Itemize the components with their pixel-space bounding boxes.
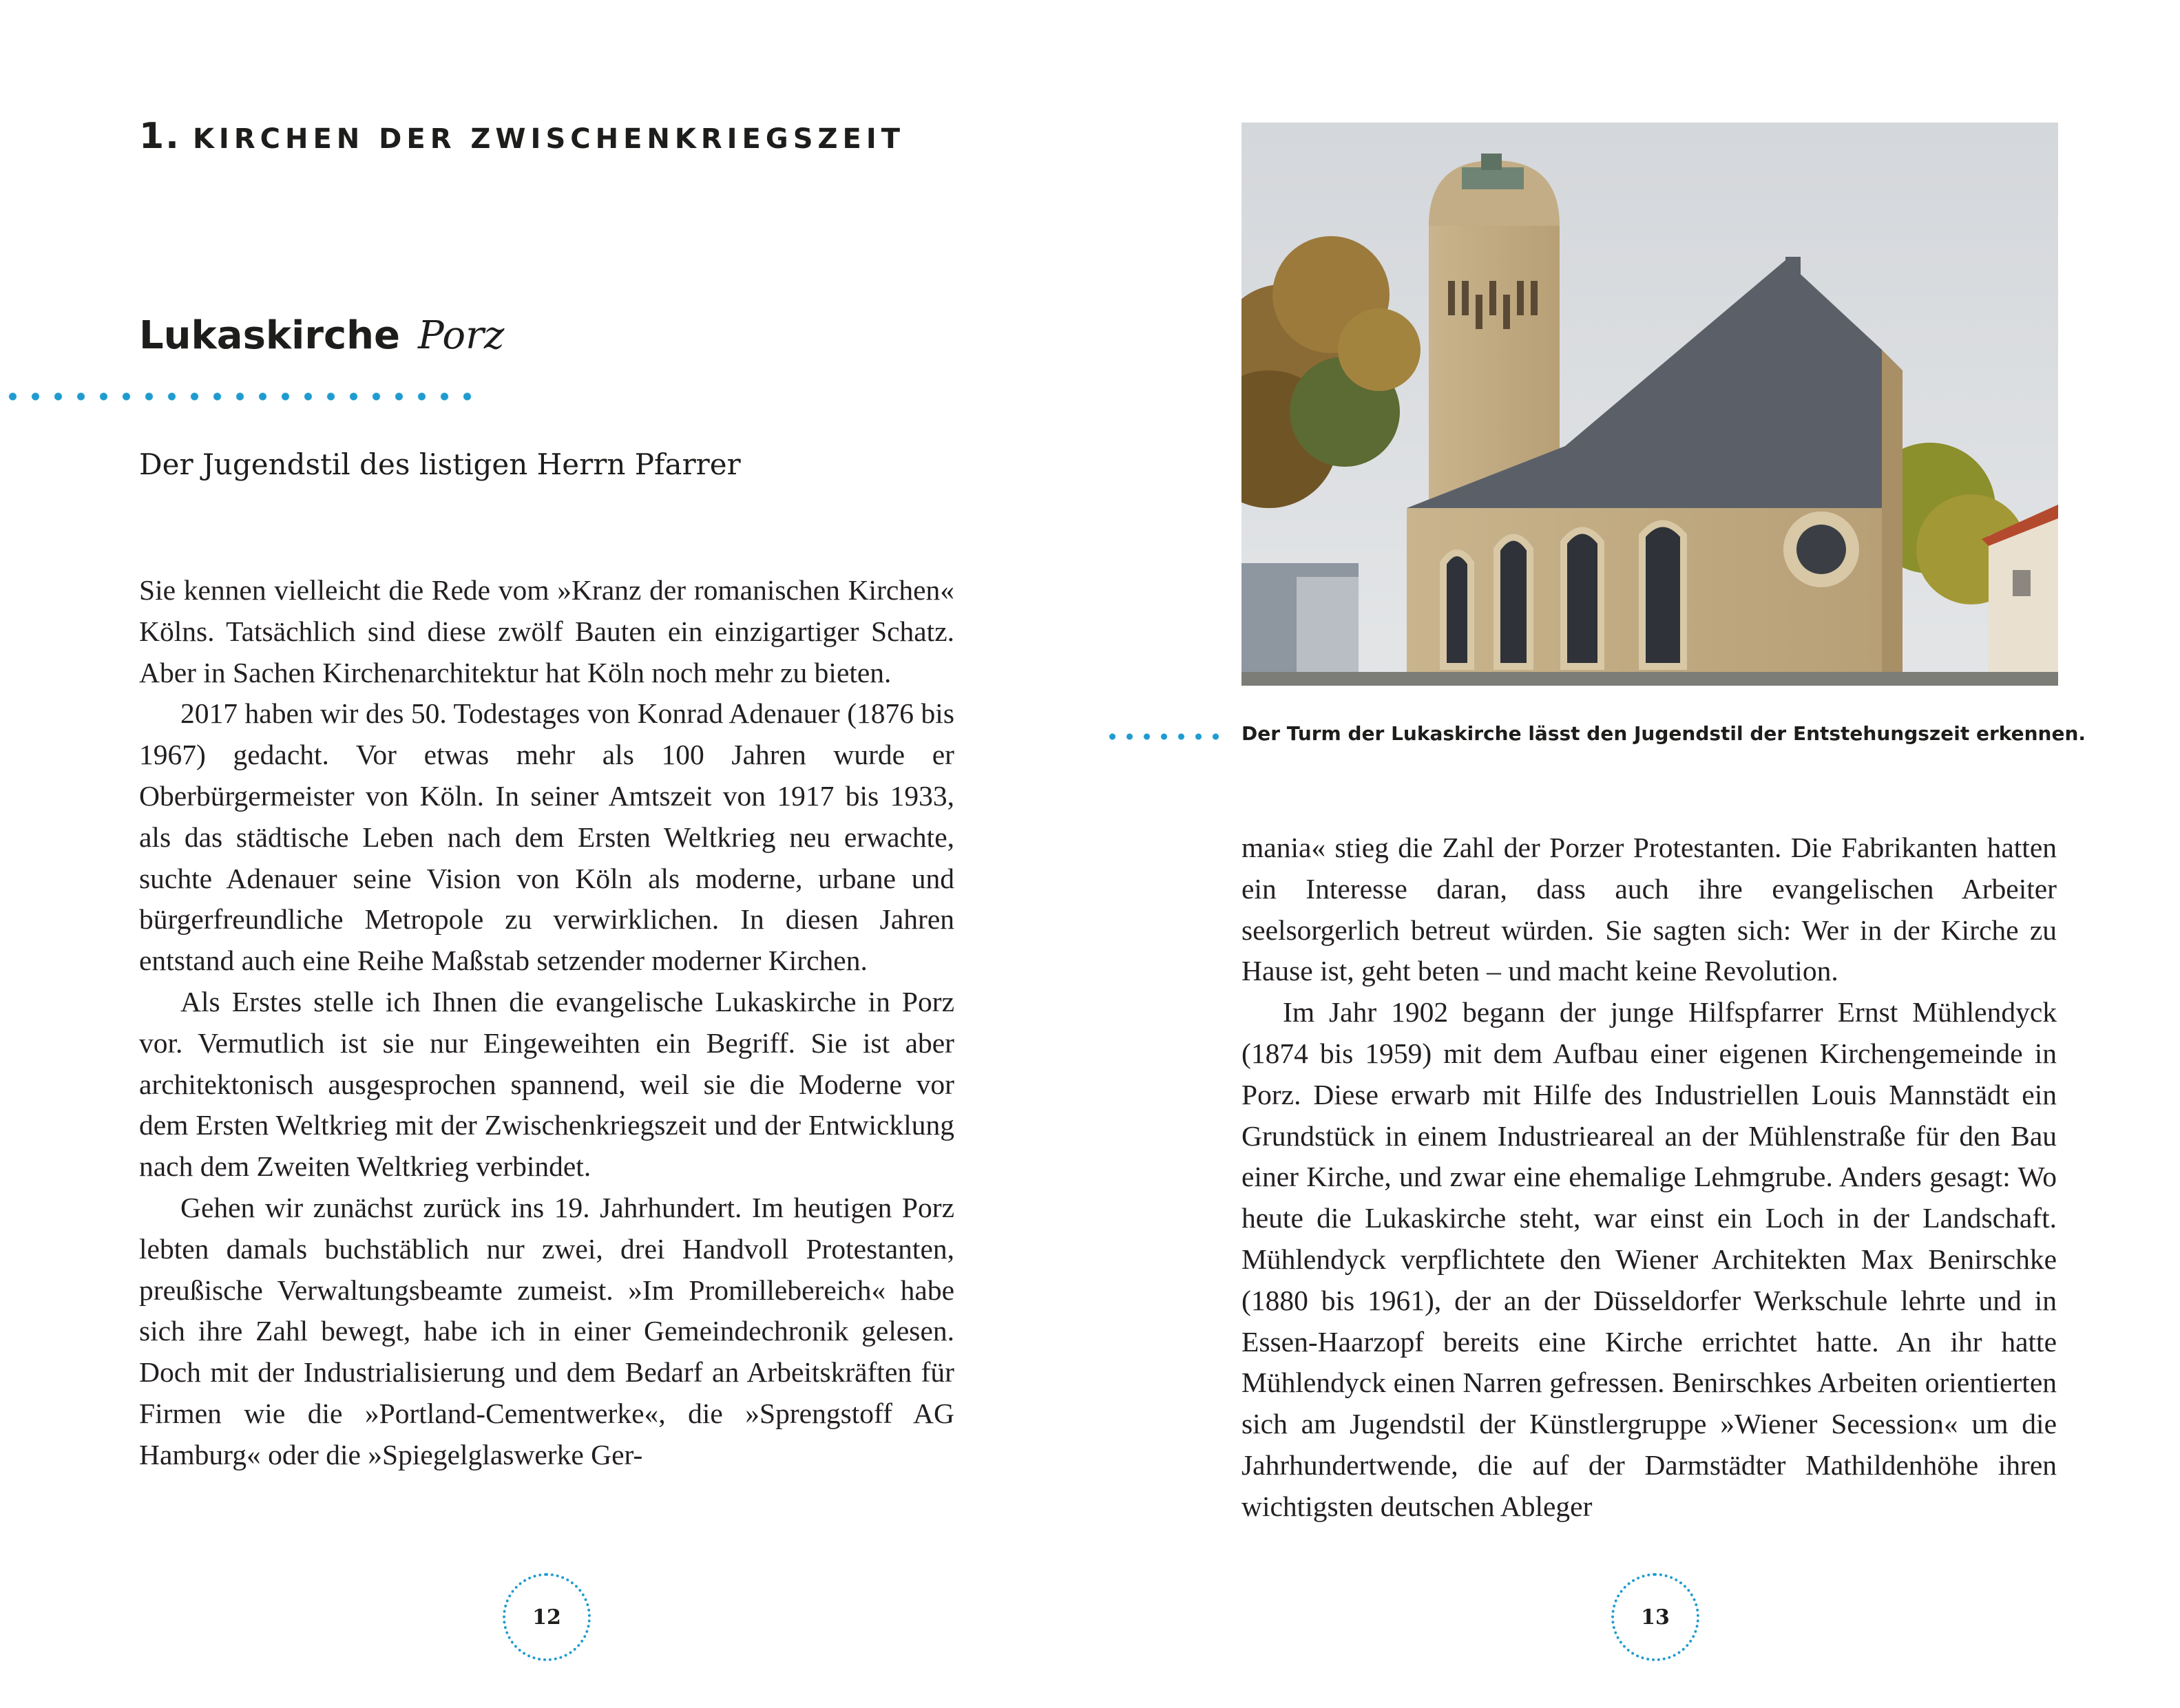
caption-dots xyxy=(1104,732,1228,741)
paragraph: 2017 haben wir des 50. Todestages von Konrad Adenauer (1876 bis 1967) gedacht. Vor etwas mehr als 100 Jahren wurde er Oberbürgermeister von Köln. In seiner Amtszeit von 1917 bis 1933, als das städtische Leben nach dem Ersten Weltkrieg neu erwachte, suchte Adenauer seine Vision von Köln als moderne, urbane und bürgerfreundliche Metropole zu verwirklichen. In diesen Jahren entstand auch eine Reihe Maßstab setzender moderner Kirchen. xyxy=(139,697,954,977)
paragraph: mania« stieg die Zahl der Porzer Protestanten. Die Fabrikanten hatten ein Interesse daran, dass auch ihre evangelischen Arbeiter seelsorgerlich betreut würden. Sie sagten sich: Wer in der Kirche zu Hause ist, geht beten – und macht keine Revolution. xyxy=(1241,832,2057,987)
article-subtitle: Der Jugendstil des listigen Herrn Pfarrer xyxy=(139,447,741,481)
left-body-text xyxy=(139,570,954,1476)
church-photo xyxy=(1241,123,2058,686)
right-page xyxy=(1090,0,2180,1708)
article-title xyxy=(139,313,504,358)
paragraph: Im Jahr 1902 begann der junge Hilfspfarrer Ernst Mühlendyck (1874 bis 1959) mit dem Aufbau einer eigenen Kirchengemeinde in Porz. Diese erwarb mit Hilfe des Industriellen Louis Mannstädt ein Grundstück in einem Industrieareal an der Mühlenstraße für den Bau einer Kirche, und zwar eine ehemalige Lehmgrube. Anders gesagt: Wo heute die Lukaskirche steht, war einst ein Loch in der Landschaft. Mühlendyck verpflichtete den Wiener Architekten Max Benirschke (1880 bis 1961), der an der Düsseldorfer Werkschule lehrte und in Essen-Haarzopf bereits eine Kirche errichtet hatte. An ihr hatte Mühlendyck einen Narren gefressen. Benirschkes Arbeiten orientierten sich am Jugendstil der Künstlergruppe »Wiener Secession« um die Jahrhundertwende, die auf der Darmstädter Mathildenhöhe ihren wichtigsten deutschen Ableger xyxy=(1241,996,2057,1522)
chapter-title: KIRCHEN DER ZWISCHENKRIEGSZEIT xyxy=(192,123,905,155)
paragraph: Gehen wir zunächst zurück ins 19. Jahrhundert. Im heutigen Porz lebten damals buchstäblich nur zwei, drei Handvoll Protestanten, preußische Verwaltungsbeamte zumeist. »Im Promillebereich« habe sich ihre Zahl bewegt, habe ich in einer Gemeindechronik gelesen. Doch mit der Industrialisierung und dem Bedarf an Arbeitskräften für Firmen wie die »Portland-Cementwerke«, die »Sprengstoff AG Hamburg« oder die »Spiegelglaswerke Ger- xyxy=(139,1191,954,1470)
page-number: 12 xyxy=(503,1573,591,1661)
paragraph: Als Erstes stelle ich Ihnen die evangelische Lukaskirche in Porz vor. Vermutlich ist sie nur Eingeweihten ein Begriff. Sie ist aber architektonisch ausgesprochen spannend, weil sie die Moderne vor dem Ersten Weltkrieg mit der Zwischenkriegszeit und der Entwicklung nach dem Zweiten Weltkrieg verbindet. xyxy=(139,985,954,1183)
chapter-header xyxy=(139,116,905,157)
photo-caption: Der Turm der Lukaskirche lässt den Jugendstil der Entstehungszeit erkennen. xyxy=(1241,722,2086,745)
page-number: 13 xyxy=(1611,1573,1699,1661)
church-name: Lukaskirche xyxy=(139,313,401,358)
chapter-number: 1. xyxy=(139,116,180,157)
lukaskirche-illustration xyxy=(1241,123,2058,686)
paragraph: Sie kennen vielleicht die Rede vom »Kranz der romanischen Kirchen« Kölns. Tatsächlich sind diese zwölf Bauten ein einzigartiger Schatz. Aber in Sachen Kirchenarchitektur hat Köln noch mehr zu bieten. xyxy=(139,574,954,688)
right-body-text xyxy=(1241,827,2057,1528)
dotted-divider xyxy=(0,391,475,402)
church-location: Porz xyxy=(418,313,505,358)
